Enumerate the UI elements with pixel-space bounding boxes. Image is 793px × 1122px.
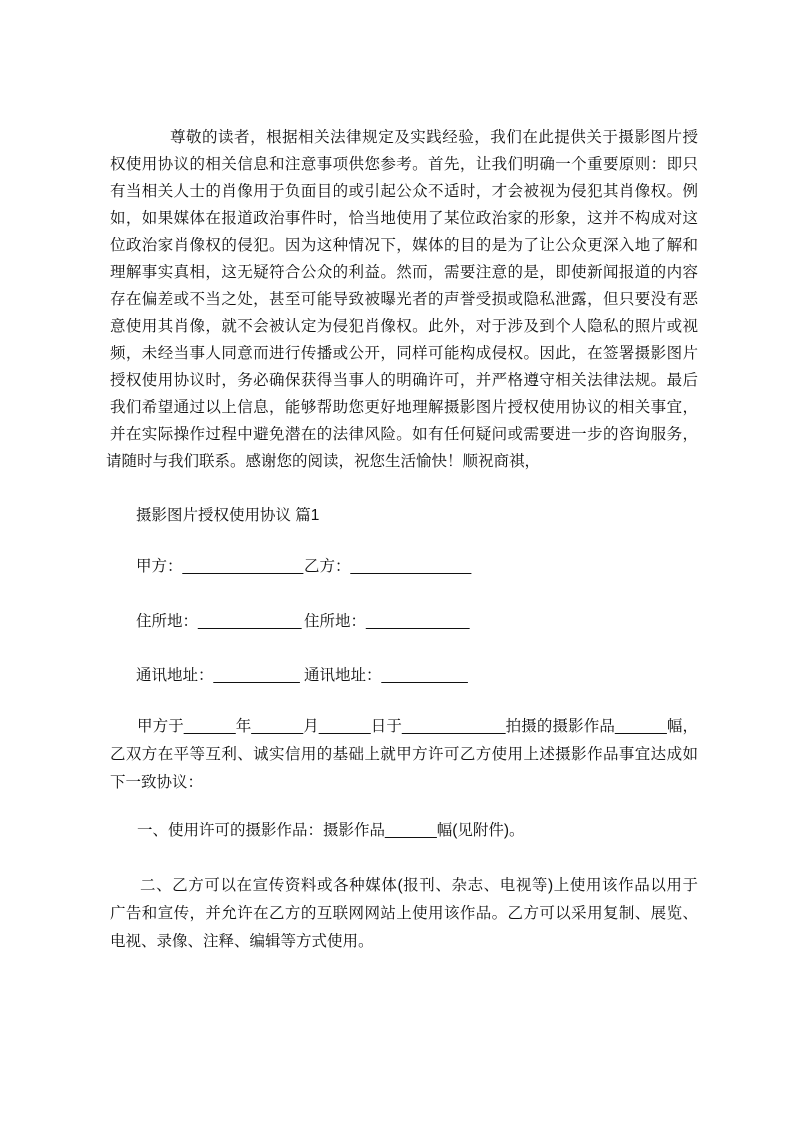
party-b-field: 乙方：______________: [304, 558, 472, 575]
intro-line: 位政治家肖像权的侵犯。因为这种情况下，媒体的目的是为了让公众更深入地了解和: [110, 237, 698, 254]
preamble-line: 下一致协议：: [110, 774, 204, 791]
intro-line: 频，未经当事人同意而进行传播或公开，同样可能构成侵权。因此，在签署摄影图片: [110, 345, 698, 362]
intro-line: 我们希望通过以上信息，能够帮助您更好地理解摄影图片授权使用协议的相关事宜，: [110, 399, 698, 416]
intro-line: 并在实际操作过程中避免潜在的法律风险。如有任何疑问或需要进一步的咨询服务，: [110, 426, 698, 443]
address-a-field: 住所地：____________: [136, 613, 302, 630]
mail-address-a-field: 通讯地址：__________: [136, 667, 300, 684]
intro-line: 请随时与我们联系。感谢您的阅读，祝您生活愉快！顺祝商祺，: [106, 453, 541, 470]
agreement-title: 摄影图片授权使用协议 篇1: [136, 507, 320, 524]
preamble-line: 乙双方在平等互利、诚实信用的基础上就甲方许可乙方使用上述摄影作品事宜达成如: [110, 746, 698, 763]
intro-line: 如，如果媒体在报道政治事件时，恰当地使用了某位政治家的形象，这并不构成对这: [110, 210, 698, 227]
intro-line: 理解事实真相，这无疑符合公众的利益。然而，需要注意的是，即使新闻报道的内容: [110, 264, 698, 281]
mail-address-b-field: 通讯地址：__________: [304, 667, 468, 684]
address-b-field: 住所地：____________: [304, 613, 470, 630]
intro-line: 授权使用协议时，务必确保获得当事人的明确许可，并严格遵守相关法律法规。最后: [110, 372, 698, 389]
intro-line: 意使用其肖像，就不会被认定为侵犯肖像权。此外，对于涉及到个人隐私的照片或视: [110, 318, 698, 335]
clause-2-line: 电视、录像、注释、编辑等方式使用。: [110, 933, 374, 950]
intro-line: 有当相关人士的肖像用于负面目的或引起公众不适时，才会被视为侵犯其肖像权。例: [110, 183, 698, 200]
party-a-field: 甲方：______________: [136, 558, 304, 575]
clause-2-line: 二、乙方可以在宣传资料或各种媒体(报刊、杂志、电视等)上使用该作品以用于: [140, 877, 698, 894]
clause-1: 一、使用许可的摄影作品：摄影作品______幅(见附件)。: [137, 822, 525, 839]
intro-line: 尊敬的读者，根据相关法律规定及实践经验，我们在此提供关于摄影图片授: [170, 129, 698, 146]
preamble-line: 甲方于______年______月______日于____________拍摄的摄影作品______幅，: [137, 718, 698, 735]
intro-line: 权使用协议的相关信息和注意事项供您参考。首先，让我们明确一个重要原则：即只: [110, 156, 698, 173]
intro-line: 存在偏差或不当之处，甚至可能导致被曝光者的声誉受损或隐私泄露，但只要没有恶: [110, 291, 698, 308]
clause-2-line: 广告和宣传，并允许在乙方的互联网网站上使用该作品。乙方可以采用复制、展览、: [110, 905, 698, 922]
